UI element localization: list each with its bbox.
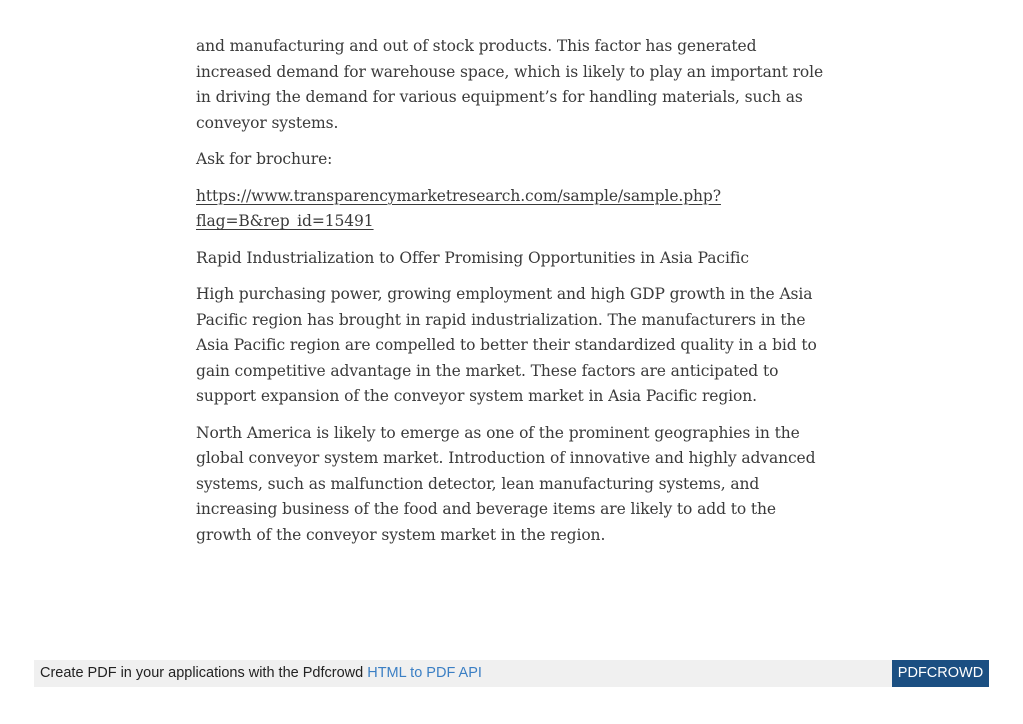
paragraph-asia-pacific: High purchasing power, growing employment and high GDP growth in the Asia Pacific region has brought in rapid industrialization. The manufacturers in the Asia Pacific region are compelled to better their standardized quality in a bid to gain competitive advantage in the market. These factors are anticipated to support expansion of the conveyor system market in Asia Pacific region.: [196, 285, 817, 405]
section-heading: Rapid Industrialization to Offer Promising Opportunities in Asia Pacific: [196, 248, 749, 267]
pdfcrowd-brand-button[interactable]: PDFCROWD: [892, 660, 989, 687]
footer-text: [40, 665, 482, 681]
paragraph-north-america: North America is likely to emerge as one of the prominent geographies in the global conveyor system market. Introduction of innovative and highly advanced systems, such as malfunction detector, lean manufacturing systems, and increasing business of the food and beverage items are likely to add to the growth of the conveyor system market in the region.: [196, 423, 816, 544]
html-to-pdf-api-link[interactable]: HTML to PDF API: [367, 665, 482, 681]
paragraph-warehouse: and manufacturing and out of stock products. This factor has generated increased demand for warehouse space, which is likely to play an important role in driving the demand for various equipment’s for handling materials, such as conveyor systems.: [196, 37, 824, 132]
footer-caption: Create PDF in your applications with the Pdfcrowd: [40, 665, 368, 681]
brochure-link-line-2[interactable]: flag=B&rep_id=15491: [196, 212, 374, 230]
brochure-link-paragraph: [196, 184, 826, 235]
brochure-label: Ask for brochure:: [196, 150, 333, 168]
pdfcrowd-footer: [34, 660, 989, 687]
document-body: [196, 34, 826, 559]
brochure-link[interactable]: [196, 187, 721, 231]
brochure-link-line-1[interactable]: https://www.transparencymarketresearch.com/sample/sample.php?: [196, 186, 721, 205]
